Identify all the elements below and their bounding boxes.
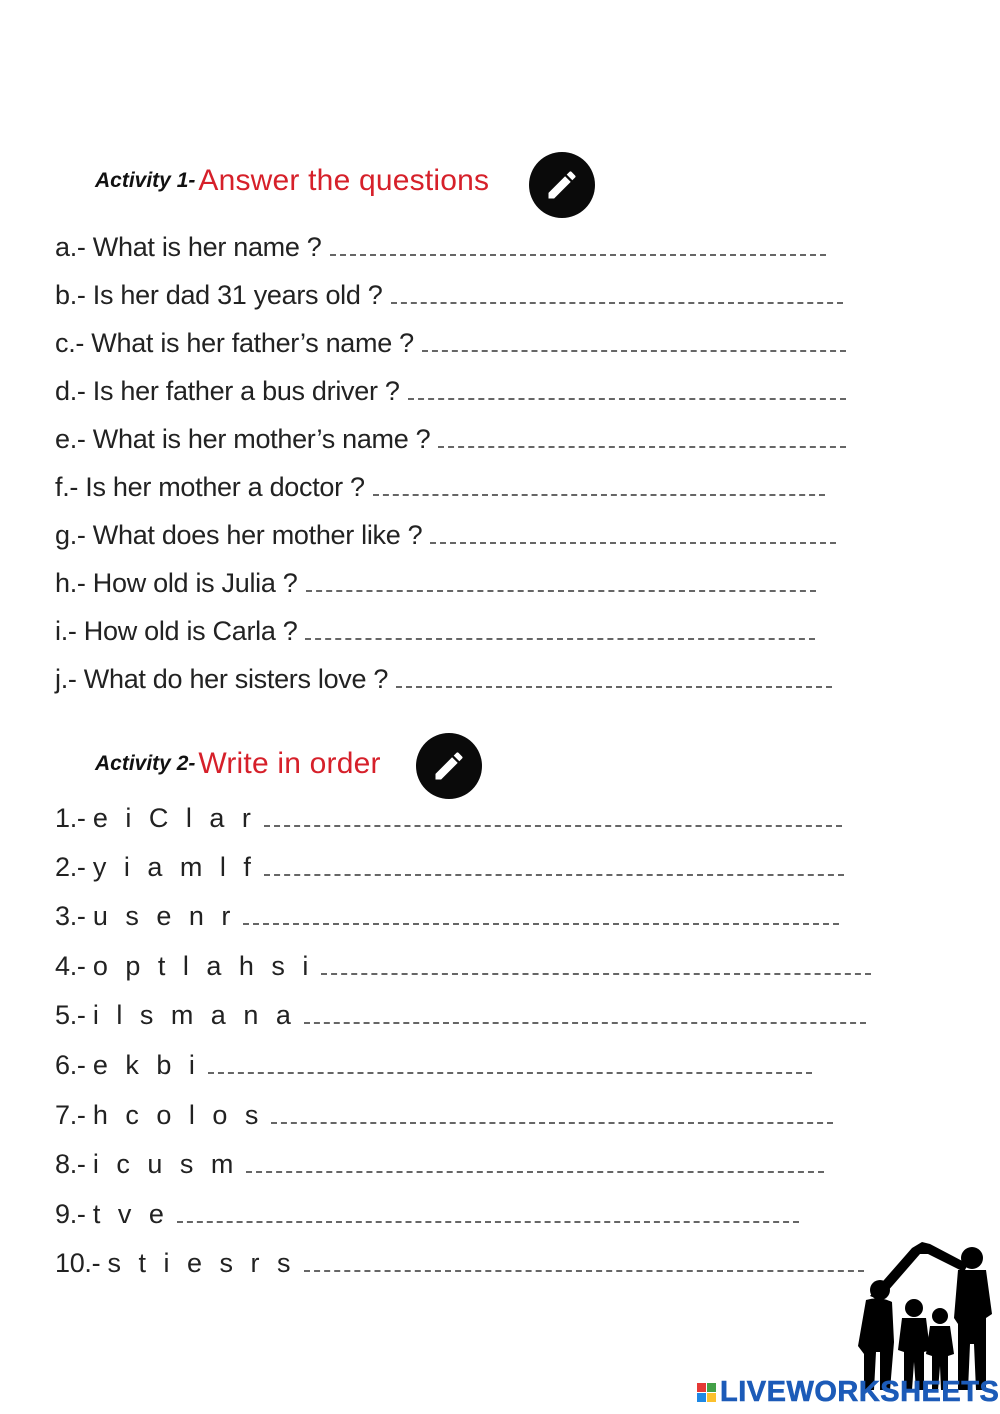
logo-mark-icon: [697, 1383, 716, 1402]
question-row: [55, 568, 816, 599]
question-row: [55, 232, 826, 263]
answer-blank[interactable]: [304, 1252, 864, 1272]
question-row: [55, 664, 832, 695]
question-text: j.- What do her sisters love ?: [55, 664, 389, 694]
pencil-icon: [416, 733, 482, 799]
activity-1-title: Answer the questions: [198, 164, 490, 197]
item-number: 8.-: [55, 1149, 86, 1179]
item-number: 9.-: [55, 1199, 86, 1229]
answer-blank[interactable]: [321, 955, 871, 975]
item-number: 1.-: [55, 803, 86, 833]
scrambled-letters: i c u s m: [92, 1149, 239, 1179]
scrambled-letters: s t i e s r s: [107, 1248, 296, 1278]
scramble-row: [55, 901, 839, 932]
question-row: [55, 616, 815, 647]
scrambled-letters: h c o l o s: [92, 1100, 264, 1130]
answer-blank[interactable]: [243, 905, 839, 925]
question-row: [55, 472, 825, 503]
scramble-row: [55, 803, 842, 834]
answer-blank[interactable]: [438, 428, 846, 448]
scramble-row: [55, 1000, 866, 1031]
question-row: [55, 376, 846, 407]
activity-2-label: Activity 2-: [95, 752, 196, 775]
scramble-row: [55, 1050, 812, 1081]
scrambled-letters: u s e n r: [92, 901, 236, 931]
item-number: 5.-: [55, 1000, 86, 1030]
question-text: a.- What is her name ?: [55, 232, 322, 262]
scrambled-letters: e i C l a r: [92, 803, 256, 833]
answer-blank[interactable]: [264, 856, 844, 876]
answer-blank[interactable]: [306, 572, 816, 592]
question-text: i.- How old is Carla ?: [55, 616, 298, 646]
activity-1-label: Activity 1-: [95, 169, 196, 192]
question-row: [55, 328, 846, 359]
item-number: 7.-: [55, 1100, 86, 1130]
answer-blank[interactable]: [271, 1104, 833, 1124]
scramble-row: [55, 1248, 864, 1279]
answer-blank[interactable]: [208, 1054, 812, 1074]
scrambled-letters: t v e: [92, 1199, 169, 1229]
question-row: [55, 424, 846, 455]
activity-2-title: Write in order: [198, 747, 381, 780]
answer-blank[interactable]: [264, 807, 842, 827]
answer-blank[interactable]: [422, 332, 846, 352]
question-text: b.- Is her dad 31 years old ?: [55, 280, 383, 310]
question-text: e.- What is her mother’s name ?: [55, 424, 431, 454]
scrambled-letters: i l s m a n a: [92, 1000, 296, 1030]
answer-blank[interactable]: [304, 1004, 866, 1024]
scramble-row: [55, 1100, 833, 1131]
item-number: 10.-: [55, 1248, 101, 1278]
activity-2-header: [95, 747, 381, 781]
scrambled-letters: e k b i: [92, 1050, 200, 1080]
item-number: 2.-: [55, 852, 86, 882]
scramble-row: [55, 951, 871, 982]
scrambled-letters: y i a m l f: [92, 852, 256, 882]
question-row: [55, 520, 836, 551]
question-text: h.- How old is Julia ?: [55, 568, 298, 598]
question-text: d.- Is her father a bus driver ?: [55, 376, 400, 406]
scramble-row: [55, 852, 844, 883]
question-text: g.- What does her mother like ?: [55, 520, 423, 550]
answer-blank[interactable]: [373, 476, 825, 496]
answer-blank[interactable]: [305, 620, 815, 640]
answer-blank[interactable]: [408, 380, 846, 400]
brand-name: LIVEWORKSHEETS: [720, 1376, 1000, 1408]
activity-1-header: [95, 164, 489, 198]
answer-blank[interactable]: [391, 284, 843, 304]
answer-blank[interactable]: [330, 236, 826, 256]
scramble-row: [55, 1199, 799, 1230]
question-row: [55, 280, 843, 311]
scrambled-letters: o p t l a h s i: [92, 951, 314, 981]
answer-blank[interactable]: [177, 1203, 799, 1223]
pencil-icon: [529, 152, 595, 218]
liveworksheets-logo: [697, 1376, 999, 1409]
scramble-row: [55, 1149, 824, 1180]
answer-blank[interactable]: [396, 668, 832, 688]
question-text: c.- What is her father’s name ?: [55, 328, 414, 358]
family-silhouette-image: [850, 1234, 1000, 1390]
answer-blank[interactable]: [430, 524, 836, 544]
question-text: f.- Is her mother a doctor ?: [55, 472, 365, 502]
item-number: 4.-: [55, 951, 86, 981]
item-number: 3.-: [55, 901, 86, 931]
answer-blank[interactable]: [246, 1153, 824, 1173]
item-number: 6.-: [55, 1050, 86, 1080]
